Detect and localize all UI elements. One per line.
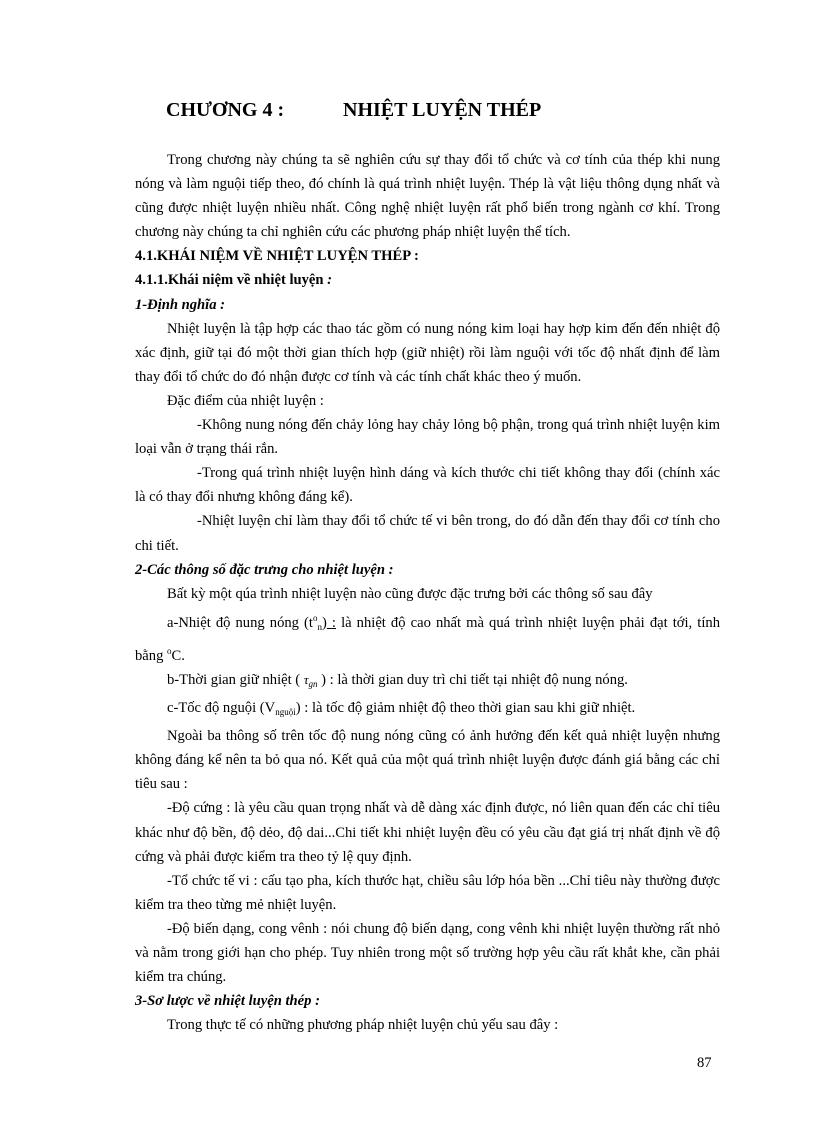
- overview-heading: 3-Sơ lược về nhiệt luyện thép :: [135, 993, 320, 1010]
- tau-subscript: gn: [308, 678, 318, 689]
- criterion-item: -Tổ chức tế vi : cấu tạo pha, kích thước hạt, chiều sâu lớp hóa bền ...Chỉ tiêu này thường được kiểm tra theo từng mẻ nhiệt luyện.: [135, 872, 720, 913]
- parameters-heading: 2-Các thông số đặc trưng cho nhiệt luyện :: [135, 561, 394, 578]
- feature-item: -Trong quá trình nhiệt luyện hình dáng và kích thước chi tiết không thay đổi (chính xác là có thay đổi nhưng không đáng kể).: [135, 465, 720, 506]
- chapter-title: NHIỆT LUYỆN THÉP: [343, 99, 542, 121]
- parameters-intro: Bất kỳ một qúa trình nhiệt luyện nào cũng được đặc trưng bởi các thông số sau đây: [167, 585, 653, 602]
- parameter-a-close: ): [321, 614, 327, 631]
- definition-paragraph: Nhiệt luyện là tập hợp các thao tác gồm có nung nóng kim loại hay hợp kim đến đến nhiệt độ xác định, giữ tại đó một thời gian thích hợp (giữ nhiệt) rồi làm nguội với tốc độ nhất định để làm thay đổi tổ chức do đó nhận được cơ tính và các tính chất khác theo ý muốn.: [135, 320, 720, 385]
- degree-superscript: o: [312, 612, 318, 623]
- parameter-b-text: ) : là thời gian duy trì chi tiết tại nhiệt độ nung nóng.: [317, 671, 628, 688]
- tau-symbol: τ: [303, 671, 309, 687]
- chapter-heading: [166, 99, 542, 122]
- definition-heading: 1-Định nghĩa :: [135, 296, 226, 313]
- celsius-unit: C.: [171, 647, 185, 664]
- criterion-item: -Độ cứng : là yêu cầu quan trọng nhất và dễ dàng xác định được, nó liên quan đến các chỉ tiêu khác như độ bền, độ dẻo, độ dai...Chi tiết khi nhiệt luyện đều có yêu cầu đạt giá trị nhất định về độ cứng và phải được kiểm tra theo tỷ lệ quy định.: [135, 800, 720, 865]
- section-heading-4-1-1: [135, 268, 720, 292]
- celsius-degree: o: [167, 645, 172, 656]
- body-text: [135, 148, 720, 1037]
- parameter-a-text: là nhiệt độ cao nhất mà quá trình nhiệt luyện phải đạt tới, tính bằng: [135, 614, 720, 664]
- cooling-subscript: nguội: [275, 707, 296, 718]
- parameter-b: [135, 668, 720, 696]
- section-heading-4-1-1-text: 4.1.1.Khái niệm về nhiệt luyện: [135, 272, 324, 289]
- parameter-c-text: ) : là tốc độ giảm nhiệt độ theo thời gian sau khi giữ nhiệt.: [295, 700, 636, 717]
- section-heading-4-1: 4.1.KHÁI NIỆM VỀ NHIỆT LUYỆN THÉP :: [135, 248, 419, 265]
- parameter-a: [135, 606, 720, 668]
- parameter-a-colon: :: [326, 614, 336, 631]
- parameter-b-label: b-Thời gian giữ nhiệt (: [167, 671, 304, 688]
- intro-paragraph: Trong chương này chúng ta sẽ nghiên cứu sự thay đổi tổ chức và cơ tính của thép khi nung nóng và làm nguội tiếp theo, đó chính là quá trình nhiệt luyện. Thép là vật liệu thông dụng nhất và cũng được nhiệt luyện nhiều nhất. Công nghệ nhiệt luyện rất phổ biến trong ngành cơ khí. Trong chương này chúng ta chỉ nghiên cứu các phương pháp nhiệt luyện thể tích.: [135, 152, 720, 241]
- parameter-c: [135, 696, 720, 724]
- parameter-c-label: c-Tốc độ nguội (V: [167, 700, 276, 717]
- chapter-number: CHƯƠNG 4 :: [166, 99, 285, 121]
- features-intro: Đặc điểm của nhiệt luyện :: [167, 392, 324, 409]
- overview-intro: Trong thực tế có những phương pháp nhiệt luyện chủ yếu sau đây :: [167, 1017, 559, 1034]
- feature-item: -Nhiệt luyện chỉ làm thay đổi tổ chức tế vi bên trong, do đó dẫn đến thay đổi cơ tính cho chi tiết.: [135, 513, 720, 554]
- criterion-item: -Độ biến dạng, cong vênh : nói chung độ biến dạng, cong vênh khi nhiệt luyện thường rất nhỏ và nằm trong giới hạn cho phép. Tuy nhiên trong một số trường hợp yêu cầu rất khắt khe, cần phải kiểm tra chúng.: [135, 920, 720, 986]
- other-parameters-paragraph: Ngoài ba thông số trên tốc độ nung nóng cũng có ảnh hưởng đến kết quả nhiệt luyện nhưng không đáng kể nên ta bỏ qua nó. Kết quả của một quá trình nhiệt luyện được đánh giá bằng các chỉ tiêu sau :: [135, 728, 720, 793]
- heating-subscript: n: [317, 621, 322, 632]
- page-number: 87: [697, 1055, 712, 1071]
- parameter-a-label: a-Nhiệt độ nung nóng (t: [167, 614, 313, 631]
- section-heading-4-1-1-suffix: :: [323, 272, 333, 289]
- feature-item: -Không nung nóng đến chảy lỏng hay chảy lỏng bộ phận, trong quá trình nhiệt luyện kim loại vẫn ở trạng thái rắn.: [135, 417, 720, 458]
